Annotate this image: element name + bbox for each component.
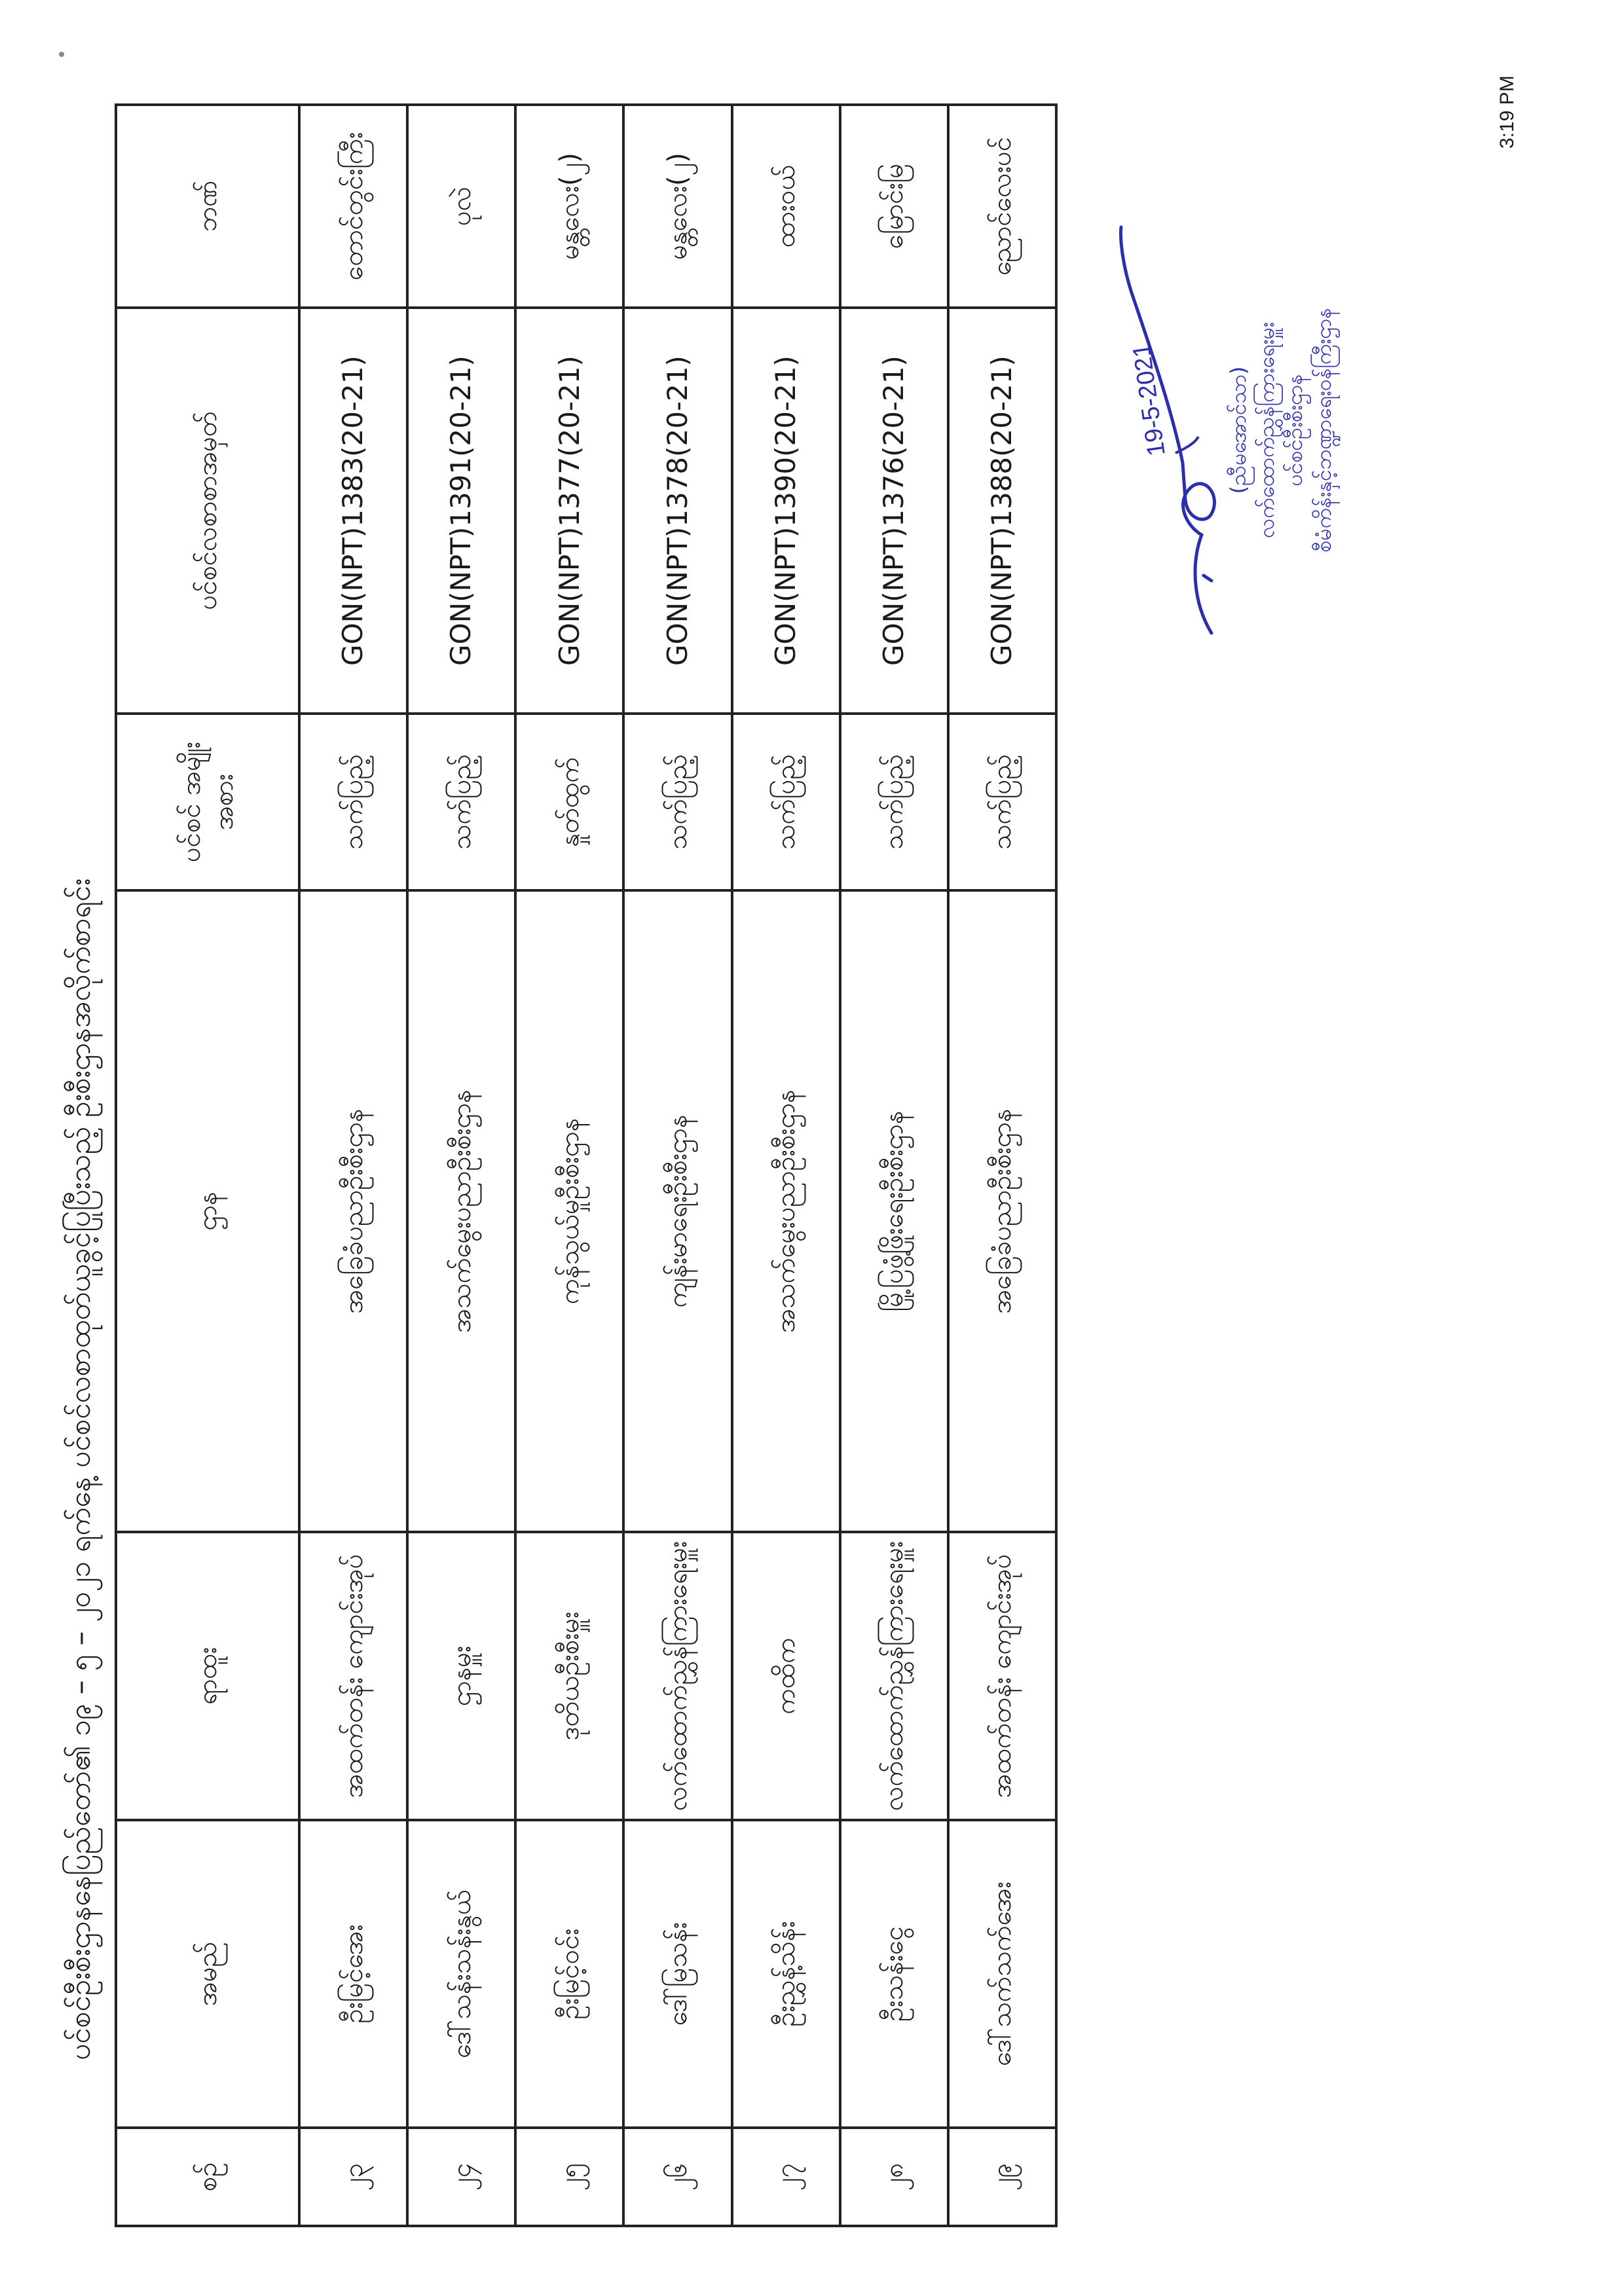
cell-bank: မန္တလေး(၂) [623,105,731,308]
cell-no: ၂၄ [407,2128,515,2226]
cell-name: ဒေါ်မြသန်း [623,1820,731,2128]
cell-pension-code: GON(NPT)1388(20-21) [948,308,1056,714]
cell-pension-type: နှုတ်ထွက် [515,714,623,890]
cell-bank: မန္တလေး(၂) [515,105,623,308]
cell-bank: ညောင်လေးပင် [948,105,1056,308]
cell-bank: မြောင်းမြ [840,105,948,308]
approval-date: 19-5-2021 [1128,341,1171,458]
cell-rank: လက်ထောက်ညွှန်ကြားရေးမှူး [840,1532,948,1820]
cell-no: ၂၈ [840,2128,948,2226]
cell-pension-code: GON(NPT)1390(20-21) [732,308,840,714]
cell-department: ကျန်းမာရေးဦးစီးဌာန [623,890,731,1532]
table-row [732,105,840,2226]
column-header-pension-code: ပင်စင်လစာစာအမှတ် [116,308,299,714]
cell-no: ၂၆ [623,2128,731,2226]
signature [1113,201,1225,659]
cell-pension-code: GON(NPT)1376(20-21) [840,308,948,714]
cell-department: အခြေခံပညာဦးစီးဌာန [948,890,1056,1532]
approval-signature-block [1113,201,1338,659]
cell-name: ဦးညွှန့်သိန်း [732,1820,840,2128]
cell-name: ဦးမြင့်အေး [299,1820,407,2128]
cell-bank: ပုလဲ [407,105,515,308]
column-header-rank: ရာထူး [116,1532,299,1820]
column-header-no: စဉ် [116,2128,299,2226]
stamp-line: လက်ထောက်ညွှန်ကြားရေးမှူး [1254,322,1280,538]
cell-department: မြို့ပြဖွံ့ဖြိုးရေးဦးစီးဌာန [840,890,948,1532]
cell-rank: ဒုတိယဦးစီးမှူး [515,1532,623,1820]
column-header-bank: ဘဏ် [116,105,299,308]
cell-department: အခြေခံပညာဦးစီးဌာန [299,890,407,1532]
pension-table [115,103,1058,2227]
cell-pension-type: သက်ပြည့် [732,714,840,890]
table-row [407,105,515,2226]
cell-bank: တောင်တွင်းကြီး [299,105,407,308]
cell-bank: ထားဝယ် [732,105,840,308]
cell-rank: လက်ထောက်ညွှန်ကြားရေးမှူး [623,1532,731,1820]
cell-name: ဒေါ်သန်းသန်းနွယ် [407,1820,515,2128]
cell-name: ဦးသန်းငွေ [840,1820,948,2128]
cell-no: ၂၇ [732,2128,840,2226]
table-header-row [116,105,299,2226]
cell-department: အသက်မွေးပညာဦးစီးဌာန [732,890,840,1532]
table-row [623,105,731,2226]
cell-no: ၂၉ [948,2128,1056,2226]
cell-pension-code: GON(NPT)1377(20-21) [515,308,623,714]
cell-pension-code: GON(NPT)1383(20-21) [299,308,407,714]
cell-rank: ကထိက [732,1532,840,1820]
cell-pension-type: သက်ပြည့် [407,714,515,890]
cell-pension-type: သက်ပြည့် [948,714,1056,890]
cell-pension-type: သက်ပြည့် [299,714,407,890]
stamp-line: စီမံကိန်းနှင့်ဘဏ္ဍာရေးဝန်ကြီးဌာန [1310,308,1336,553]
table-row [840,105,948,2226]
cell-pension-code: GON(NPT)1391(20-21) [407,308,515,714]
scan-speck [59,52,64,57]
stamp-line: (ညီမအောင်သာ) [1226,366,1251,494]
cell-rank: ဌာနမှူး [407,1532,515,1820]
cell-department: ကုန်သွယ်မှုဦးစီးဌာန [515,890,623,1532]
table-row [515,105,623,2226]
document-title: ပင်စင်ဦးစီးဌာနနေပြည်တော်၏ ၁၉ – ၅ – ၂၀၂၁ ရက်နေ့ ပင်စင်လစာထုတ်ယူခွင့်ပြုပြီးသည့် ဦးစီးဌာနအလိုက်စာရင်း [64,878,97,2060]
table-row [299,105,407,2226]
cell-pension-type: သက်ပြည့် [623,714,731,890]
cell-rank: အထက်တန်း ကျောင်းအုပ် [299,1532,407,1820]
cell-name: ဦးမြင့်ဝင်း [515,1820,623,2128]
print-time: 3:19 PM [1496,75,1518,149]
column-header-pension-type: ပင်စင် အမျိုးအစား [116,714,299,890]
cell-pension-type: သက်ပြည့် [840,714,948,890]
cell-rank: အထက်တန်း ကျောင်းအုပ် [948,1532,1056,1820]
cell-name: ဒေါ်သက်သက်အေး [948,1820,1056,2128]
cell-department: အသက်မွေးပညာဦးစီးဌာန [407,890,515,1532]
cell-pension-code: GON(NPT)1378(20-21) [623,308,731,714]
column-header-name: အမည် [116,1820,299,2128]
table-row [948,105,1056,2226]
cell-no: ၂၅ [515,2128,623,2226]
stamp-line: ပင်စင်ဦးစီးဌာန [1282,374,1308,486]
cell-no: ၂၃ [299,2128,407,2226]
column-header-department: ဌာန [116,890,299,1532]
